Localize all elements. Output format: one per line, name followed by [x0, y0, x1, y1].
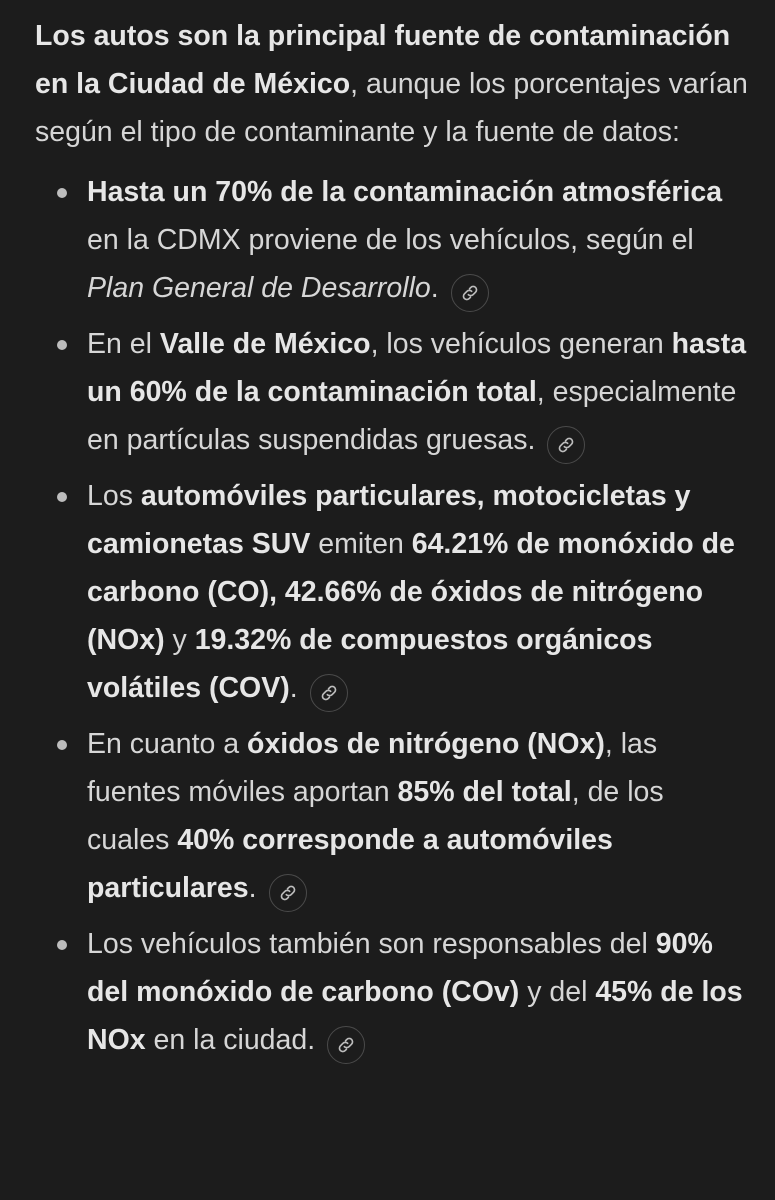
bold-text: 85% del total [397, 776, 572, 808]
italic-text: Plan General de Desarrollo [87, 272, 431, 304]
text-segment: Los [87, 480, 141, 512]
response-content [35, 12, 753, 1072]
bold-text: Hasta un 70% de la contaminación atmosférica [87, 176, 723, 208]
list-item-text [87, 176, 722, 304]
text-segment: y del [519, 976, 596, 1008]
citation-link-button[interactable] [269, 874, 307, 912]
citation-link-button[interactable] [310, 674, 348, 712]
text-segment: y [164, 624, 195, 656]
bold-text: 64.21% de monóxido de carbono (CO), 42.66% de óxidos de nitrógeno (NOx) [87, 528, 735, 656]
text-segment: . [430, 272, 439, 304]
bold-text: 90% del monóxido de carbono (COv) [87, 928, 713, 1008]
bold-text: óxidos de nitrógeno (NOx) [247, 728, 605, 760]
list-item [87, 320, 753, 464]
link-icon [460, 283, 480, 303]
bullet-dot [57, 940, 67, 950]
bold-text: hasta un 60% de la contaminación total [87, 328, 747, 408]
list-item [87, 920, 753, 1064]
bold-text: automóviles particulares, motocicletas y camionetas SUV [87, 480, 691, 560]
intro-rest: , aunque los porcentajes varían según el tipo de contaminante y la fuente de datos: [35, 68, 748, 148]
intro-paragraph [35, 12, 753, 156]
text-segment: . [289, 672, 298, 704]
list-item [87, 720, 753, 912]
text-segment: , los vehículos generan [370, 328, 672, 360]
bullet-dot [57, 740, 67, 750]
list-item-text [87, 328, 746, 456]
list-item [87, 168, 753, 312]
link-icon [556, 435, 576, 455]
bold-text: Valle de México [159, 328, 371, 360]
list-item-text [87, 728, 664, 904]
text-segment: En cuanto a [87, 728, 248, 760]
bullet-dot [57, 492, 67, 502]
link-icon [319, 683, 339, 703]
text-segment: En el [87, 328, 160, 360]
text-segment: . [248, 872, 257, 904]
bullet-dot [57, 188, 67, 198]
list-item [87, 472, 753, 712]
citation-link-button[interactable] [327, 1026, 365, 1064]
citation-link-button[interactable] [451, 274, 489, 312]
bold-text: 40% corresponde a automóviles particulares [87, 824, 613, 904]
bullet-list [35, 168, 753, 1064]
citation-link-button[interactable] [547, 426, 585, 464]
text-segment: en la ciudad. [145, 1024, 316, 1056]
link-icon [278, 883, 298, 903]
bold-text: 19.32% de compuestos orgánicos volátiles (COV) [87, 624, 653, 704]
list-item-text [87, 480, 735, 704]
text-segment: , especialmente en partículas suspendidas gruesas. [87, 376, 737, 456]
text-segment: en la CDMX proviene de los vehículos, según el [87, 224, 694, 256]
text-segment: emiten [310, 528, 412, 560]
link-icon [336, 1035, 356, 1055]
bullet-dot [57, 340, 67, 350]
intro-bold: Los autos son la principal fuente de contaminación en la Ciudad de México [35, 20, 731, 100]
text-segment: , de los cuales [87, 776, 664, 856]
list-item-text [87, 928, 743, 1056]
bold-text: 45% de los NOx [87, 976, 743, 1056]
text-segment: Los vehículos también son responsables del [87, 928, 656, 960]
text-segment: , las fuentes móviles aportan [87, 728, 658, 808]
